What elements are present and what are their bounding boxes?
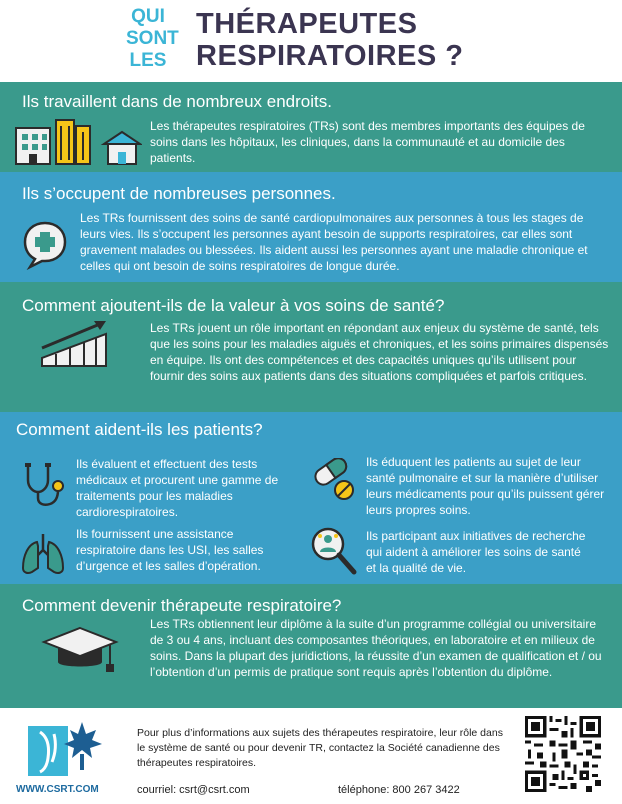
footer-email[interactable]: courriel: csrt@csrt.com bbox=[137, 784, 250, 796]
section-value bbox=[0, 282, 622, 412]
qr-code bbox=[525, 716, 601, 792]
section-title: Ils s’occupent de nombreuses personnes. bbox=[22, 184, 336, 203]
qui-sont-les bbox=[126, 6, 179, 72]
footer-text: Pour plus d’informations aux sujets des thérapeutes respiratoire, leur rôle dans le système de santé ou pour devenir TR, contactez la Société canadienne des thérapeutes respiratoires. bbox=[137, 727, 503, 769]
title-line-2: RESPIRATOIRES ? bbox=[196, 40, 464, 72]
section-title: Ils travaillent dans de nombreux endroits. bbox=[22, 92, 332, 111]
title-line-1: THÉRAPEUTES bbox=[196, 8, 418, 40]
website-link[interactable]: WWW.CSRT.COM bbox=[16, 784, 99, 795]
help-item-2: Ils éduquent les patients au sujet de leur santé pulmonaire et sur la manière d’utiliser leurs médicaments pour qu’ils puissent gérer leurs propres soins. bbox=[366, 455, 605, 517]
section-title: Comment ajoutent-ils de la valeur à vos soins de santé? bbox=[22, 296, 445, 315]
section-text: Les thérapeutes respiratoires (TRs) sont des membres importants des équipes de soins dans les hôpitaux, les cliniques, dans la communauté et au domicile des patients. bbox=[150, 119, 585, 165]
lungs-icon bbox=[20, 532, 66, 576]
help-item-4: Ils participant aux initiatives de recherche qui aident à améliorer les soins de santé et la qualité de vie. bbox=[366, 529, 586, 575]
section-who bbox=[0, 172, 622, 282]
qui-word: QUI bbox=[131, 6, 165, 27]
graduation-cap-icon bbox=[40, 624, 120, 678]
help-item-1: Ils évaluent et effectuent des tests médicaux et procurent une gamme de traitements pour les maladies cardiorespiratoires. bbox=[76, 457, 279, 519]
growth-chart-icon bbox=[38, 318, 110, 368]
footer-phone: téléphone: 800 267 3422 bbox=[338, 784, 460, 796]
section-help bbox=[0, 412, 622, 584]
buildings-icon bbox=[14, 118, 142, 166]
section-become bbox=[0, 584, 622, 708]
research-magnifier-icon bbox=[310, 526, 358, 576]
section-text: Les TRs jouent un rôle important en répondant aux enjeux du système de santé, tels que les soins pour les maladies aiguës et chroniques, et les soins primaires dispensés en équipe. Ils ont des compétences et des capacités uniques qu’ils utilisent pour fournir des soins aux patients dans des situations compliquées et parfois critiques. bbox=[150, 321, 609, 383]
help-item-3: Ils fournissent une assistance respiratoire dans les USI, les salles d’urgence et les salles d’opération. bbox=[76, 527, 264, 573]
section-where bbox=[0, 82, 622, 172]
section-text: Les TRs fournissent des soins de santé cardiopulmonaires aux personnes à tous les stages de leurs vies. Ils s’occupent les personnes ayant besoin de supports respiratoires, car elles sont gravement malades ou blessées. Ils aident aussi les personnes ayant une maladie chronique et celles qui ont besoin de soins respiratoires de longue durée. bbox=[80, 211, 588, 273]
page-title bbox=[196, 8, 463, 72]
les-word: LES bbox=[129, 50, 167, 71]
section-title: Comment devenir thérapeute respiratoire? bbox=[22, 596, 342, 615]
footer bbox=[0, 708, 622, 804]
pills-icon bbox=[310, 458, 356, 502]
maple-leaf-logo bbox=[26, 718, 106, 780]
section-text: Les TRs obtiennent leur diplôme à la suite d’un programme collégial ou universitaire de 3 ou 4 ans, incluant des composantes théoriques, en laboratoire et en milieux de soins. Dans la plupart des juridictions, la réussite d’un examen de qualification et / ou l’obtention d’un permis de pratique sont requis après l’obtention du diplôme. bbox=[150, 617, 602, 679]
stethoscope-icon bbox=[20, 462, 66, 508]
medical-chat-icon bbox=[22, 220, 68, 270]
sont-word: SONT bbox=[126, 28, 179, 49]
section-title: Comment aident-ils les patients? bbox=[16, 420, 263, 439]
page-header bbox=[0, 0, 622, 82]
